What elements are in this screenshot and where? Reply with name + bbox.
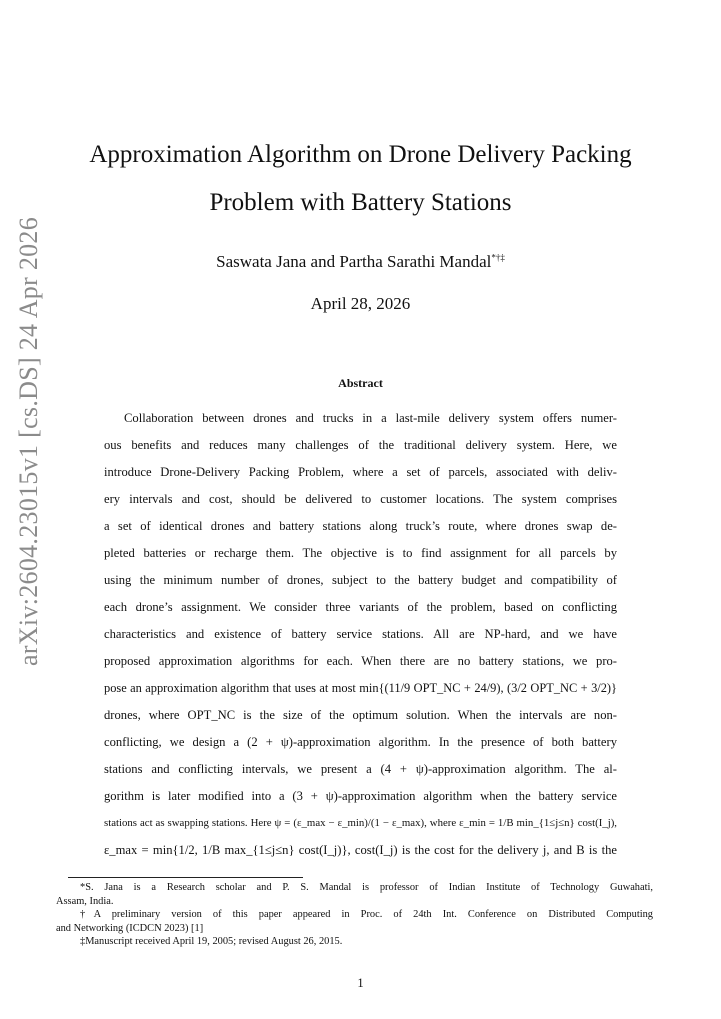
abstract-line: ous benefits and reduces many challenges of the traditional delivery system. Here, we: [104, 438, 617, 452]
abstract-line: using the minimum number of drones, subject to the battery budget and compatibility of: [104, 573, 617, 587]
abstract-heading: Abstract: [338, 376, 383, 390]
abstract-line: a set of identical drones and battery stations along truck’s route, where drones swap de-: [104, 519, 617, 533]
footnote: [56, 881, 653, 908]
page-number: 1: [357, 976, 364, 990]
author-footnote-marks: *†‡: [491, 252, 505, 263]
abstract-line: introduce Drone-Delivery Packing Problem, where a set of parcels, associated with deliv-: [104, 465, 617, 479]
arxiv-identifier-stamp: arXiv:2604.23015v1 [cs.DS] 24 Apr 2026: [14, 216, 43, 666]
abstract-line: Collaboration between drones and trucks in a last-mile delivery system offers numer-: [124, 411, 617, 425]
abstract-line: ery intervals and cost, should be delivered to customer locations. The system comprises: [104, 492, 617, 506]
footnote-line: ‡Manuscript received April 19, 2005; revised August 26, 2015.: [80, 936, 343, 947]
abstract-line: pleted batteries or recharge them. The objective is to find assignment for all parcels by: [104, 546, 617, 560]
footnote: [68, 935, 653, 949]
footnote-line: Assam, India.: [56, 895, 114, 907]
footnote-line: and Networking (ICDCN 2023) [1]: [56, 922, 204, 934]
abstract-body: [104, 405, 617, 864]
title-line-2: Problem with Battery Stations: [209, 189, 512, 216]
author-names: Saswata Jana and Partha Sarathi Mandal: [216, 252, 492, 271]
abstract-line: stations act as swapping stations. Here ψ = (ε_max − ε_min)/(1 − ε_max), where ε_min = 1/B min_{1≤j≤n} cost(I_j),: [104, 817, 617, 829]
footnote-rule: [68, 877, 303, 878]
author-list: [60, 252, 661, 272]
abstract-line: stations and conflicting intervals, we present a (4 + ψ)-approximation algorithm. The al-: [104, 762, 617, 776]
abstract-line: conflicting, we design a (2 + ψ)-approximation algorithm. In the presence of both battery: [104, 735, 618, 749]
footnote-line: *S. Jana is a Research scholar and P. S. Mandal is professor of Indian Institute of Technology Guwahati,: [80, 882, 653, 893]
abstract-line: pose an approximation algorithm that uses at most min{(11/9 OPT_NC + 24/9), (3/2 OPT_NC + 3/2)}: [104, 681, 617, 695]
paper-title: [60, 131, 661, 227]
abstract-line: drones, where OPT_NC is the size of the optimum solution. When the intervals are non-: [104, 708, 617, 722]
abstract-line: ε_max = min{1/2, 1/B max_{1≤j≤n} cost(I_j)}, cost(I_j) is the cost for the delivery j, and B is the: [104, 843, 617, 857]
abstract-line: characteristics and existence of battery service stations. All are NP-hard, and we have: [104, 627, 617, 641]
abstract-line: proposed approximation algorithms for each. When there are no battery stations, we pro-: [104, 654, 617, 668]
title-line-1: Approximation Algorithm on Drone Delivery Packing: [89, 141, 632, 168]
publication-date: April 28, 2026: [310, 294, 411, 313]
abstract-line: each drone’s assignment. We consider three variants of the problem, based on conflicting: [104, 600, 617, 614]
footnote: [56, 908, 653, 935]
abstract-line: gorithm is later modified into a (3 + ψ)-approximation algorithm when the battery service: [104, 789, 617, 803]
footnote-line: †A preliminary version of this paper appeared in Proc. of 24th Int. Conference on Distributed Computing: [80, 909, 653, 920]
footnotes: [56, 881, 653, 949]
